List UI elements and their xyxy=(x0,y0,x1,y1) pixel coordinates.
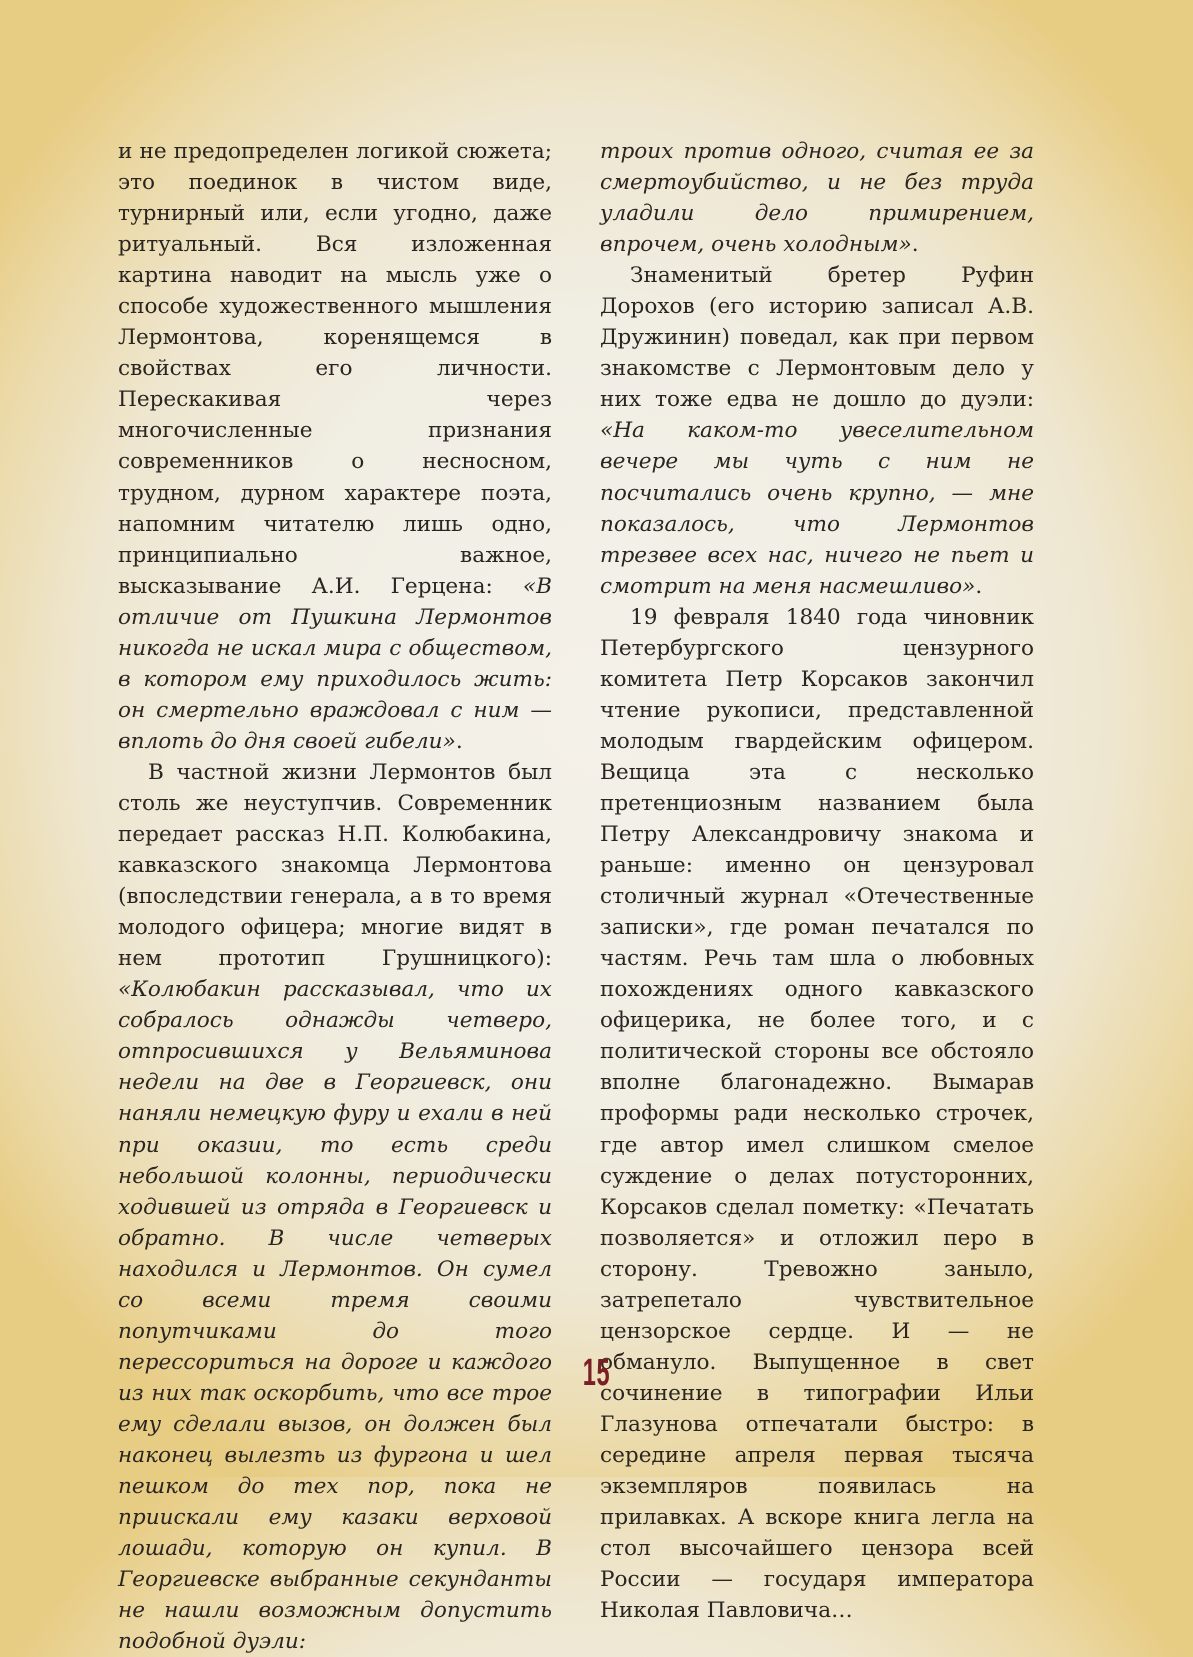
paragraph-end: . xyxy=(455,728,463,754)
paragraph-herzen xyxy=(118,136,552,757)
page-number: 15 xyxy=(582,1352,611,1394)
paragraph-end: . xyxy=(911,232,919,258)
paragraph-text: и не предопределен логикой сюжета; это поединок в чистом виде, турнирный или, если угодно, даже ритуальный. Вся изложенная картина наводит на мысль уже о способе художественного мышления Лермонтова, коренящемся в свойствах его личности. Перескакивая через многочисленные признания современников о несносном, трудном, дурном характере поэта, напомним читателю лишь одно, принципиально важное, высказывание А.И. Герцена: xyxy=(118,139,552,599)
paragraph-text: Знаменитый бретер Руфин Дорохов (его историю записал А.В. Дружинин) поведал, как при первом знакомстве с Лермонтовым дело у них тоже едва не дошло до дуэли: xyxy=(600,263,1034,413)
paragraph-kolyubakin xyxy=(118,757,552,1657)
paragraph-end: . xyxy=(975,573,983,599)
dorokhov-quote: «На каком-то увеселительном вечере мы чуть с ним не посчитались очень крупно, — мне показалось, что Лермонтов трезвее всех нас, ничего не пьет и смотрит на меня насмешливо» xyxy=(600,418,1034,599)
paragraph-dorokhov xyxy=(600,260,1034,602)
right-text-column xyxy=(600,136,1034,1626)
kolyubakin-quote: «Колюбакин рассказывал, что их собралось однажды четверо, отпросившихся у Вельяминова недели на две в Георгиевск, они наняли немецкую фуру и ехали в ней при оказии, то есть среди небольшой колонны, периодически ходившей из отряда в Георгиевск и обратно. В числе четверых находился и Лермонтов. Он сумел со всеми тремя своими попутчиками до того перессориться на дороге и каждого из них так оскорбить, что все трое ему сделали вызов, он должен был наконец вылезть из фургона и шел пешком до тех пор, пока не приискали ему казаки верховой лошади, которую он купил. В Георгиевске выбранные секунданты не нашли возможным допустить подобной дуэли: xyxy=(118,977,552,1655)
herzen-quote: «В отличие от Пушкина Лермонтов никогда не искал мира с обществом, в котором ему приходилось жить: он смертельно враждовал с ним — вплоть до дня своей гибели» xyxy=(118,573,552,754)
paragraph-text: В частной жизни Лермонтов был столь же неуступчив. Современник передает рассказ Н.П. Колюбакина, кавказского знакомца Лермонтова (впоследствии генерала, а в то время молодого офицера; многие видят в нем прототип Грушницкого): xyxy=(118,759,552,972)
paragraph-quote-continuation xyxy=(600,136,1034,260)
left-text-column xyxy=(118,136,552,1657)
kolyubakin-quote-end: троих против одного, считая ее за смертоубийство, и не без труда уладили дело примирением, впрочем, очень холодным» xyxy=(600,139,1034,258)
paragraph-korsakov xyxy=(600,602,1034,1627)
paragraph-text: 19 февраля 1840 года чиновник Петербургского цензурного комитета Петр Корсаков закончил чтение рукописи, представленной молодым гвардейским офицером. Вещица эта с несколько претенциозным названием была Петру Александровичу знакома и раньше: именно он цензуровал столичный журнал «Отечественные записки», где роман печатался по частям. Речь там шла о любовных похождениях одного кавказского офицерика, не более того, и с политической стороны все обстояло вполне благонадежно. Вымарав проформы ради несколько строчек, где автор имел слишком смелое суждение о делах потусторонних, Корсаков сделал пометку: «Печатать позволяется» и отложил перо в сторону. Тревожно заныло, затрепетало чувствительное цензорское сердце. И — не обмануло. Выпущенное в свет сочинение в типографии Ильи Глазунова отпечатали быстро: в середине апреля первая тысяча экземпляров появилась на прилавках. А вскоре книга легла на стол высочайшего цензора всей России — государя императора Николая Павловича… xyxy=(600,604,1034,1624)
